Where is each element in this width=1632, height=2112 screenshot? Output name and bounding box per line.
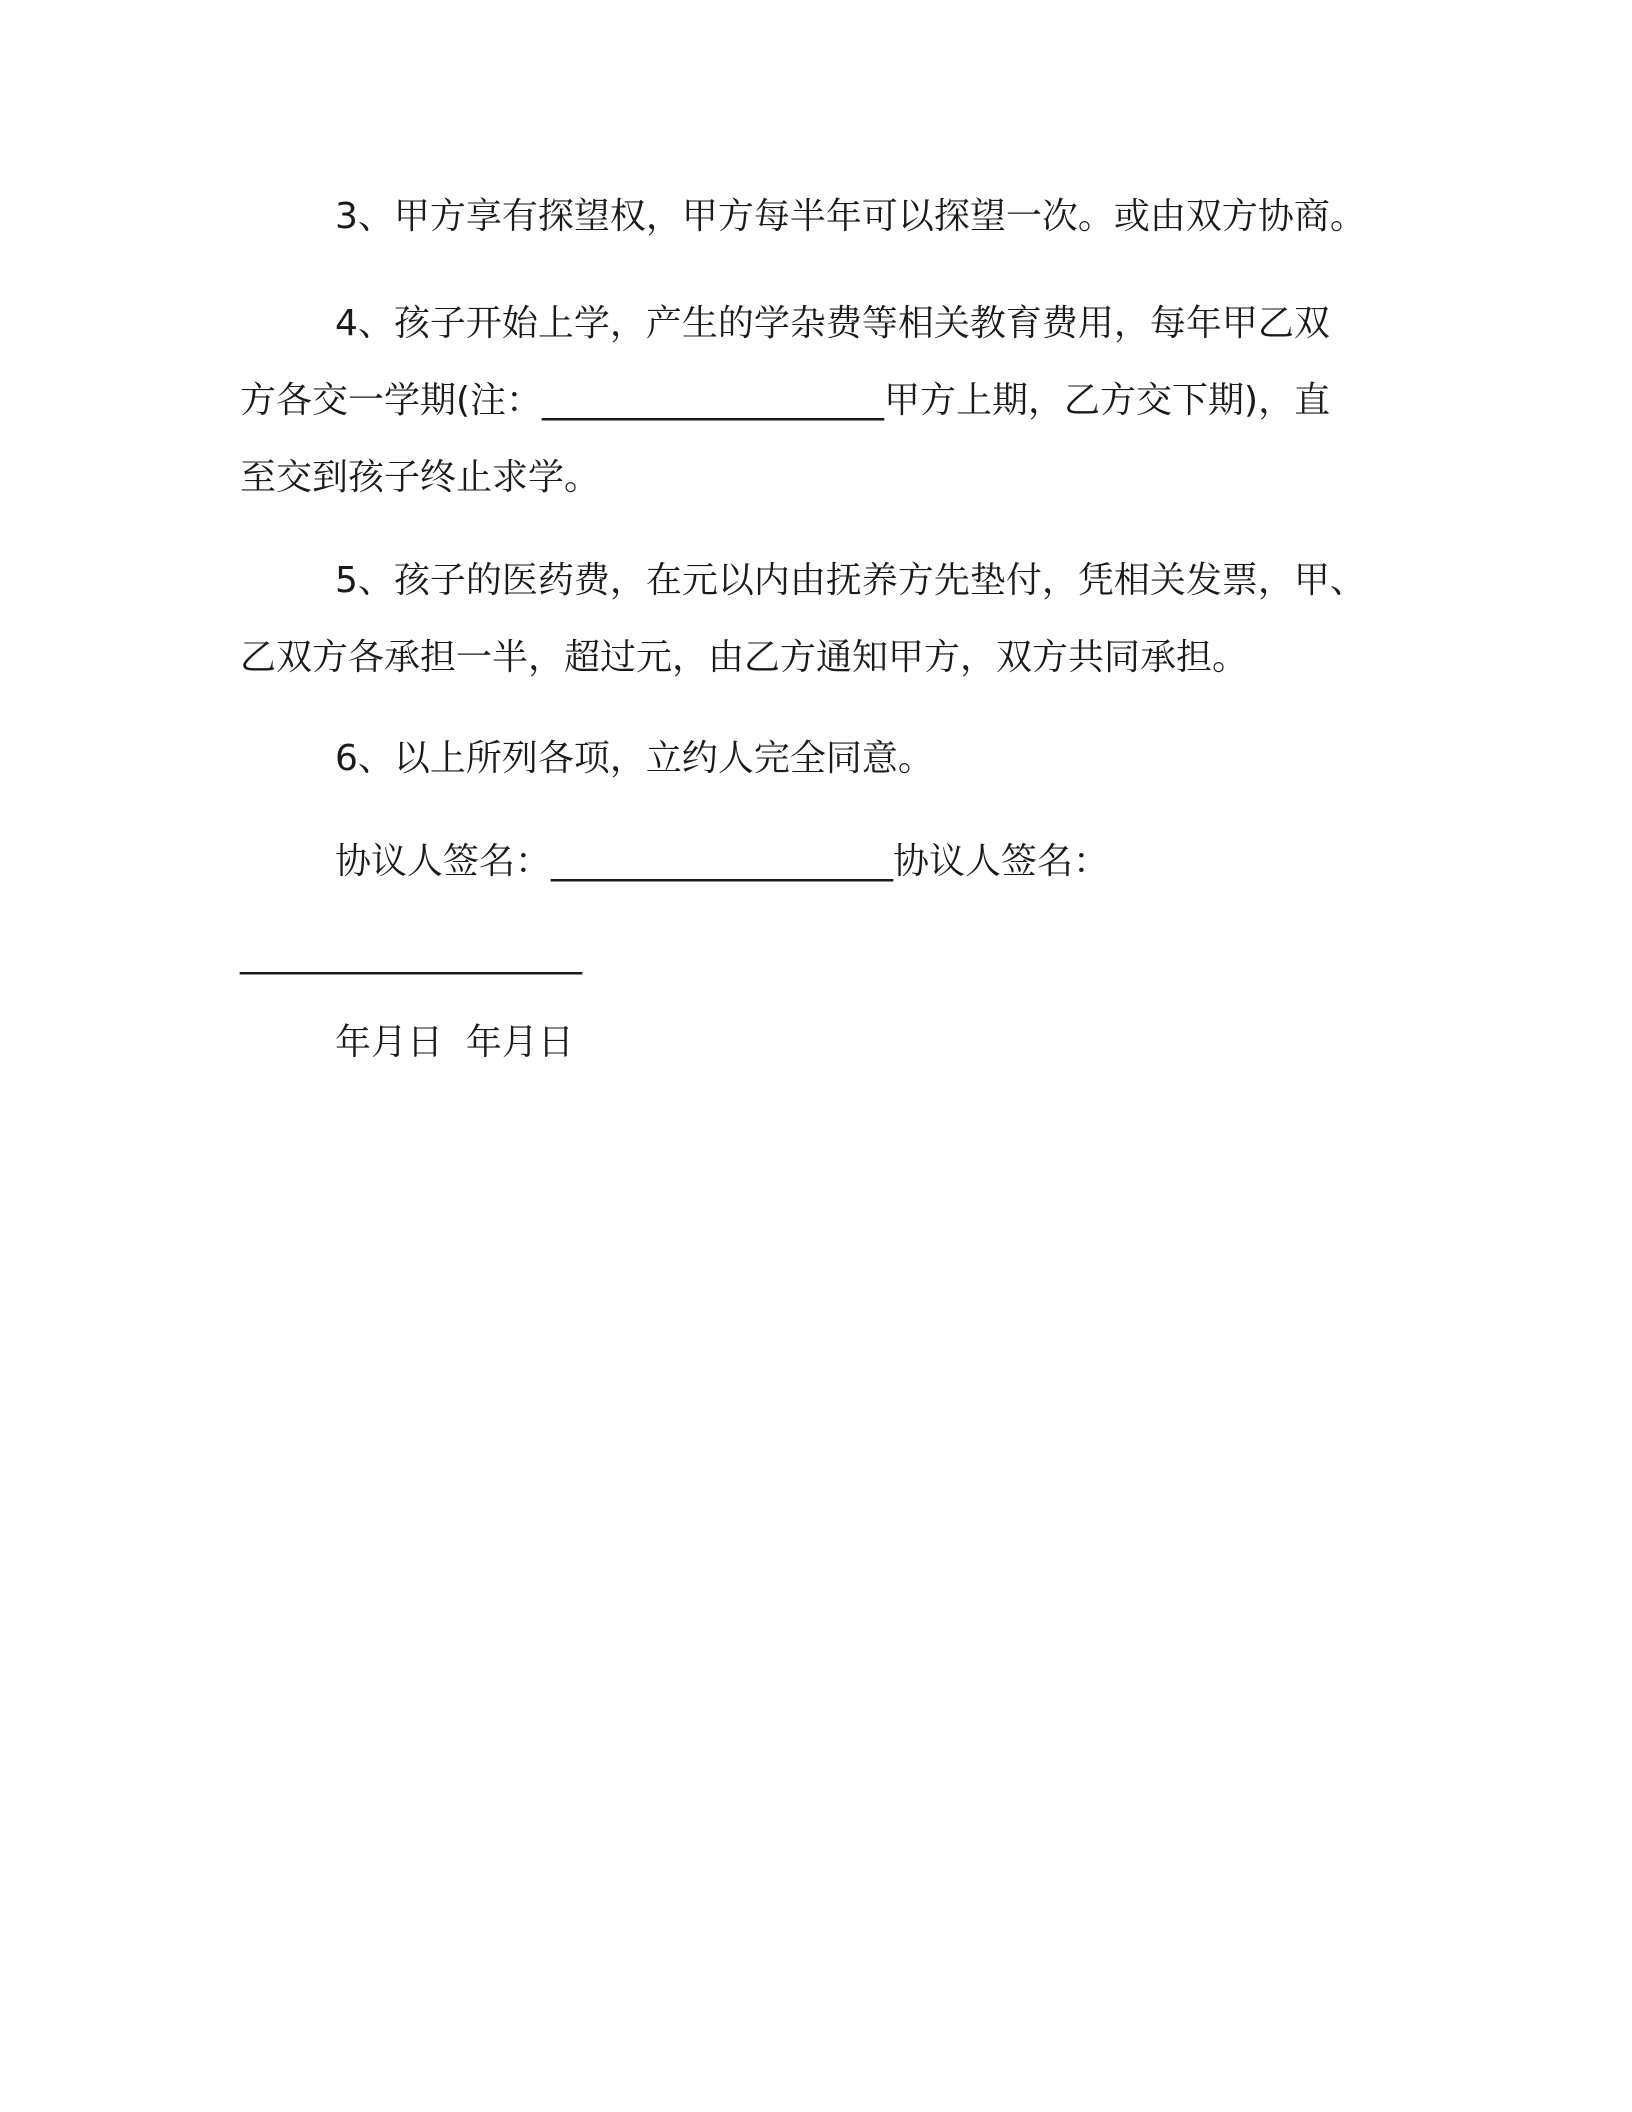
clause-5-line-1: 5、孩子的医药费，在元以内由抚养方先垫付，凭相关发票，甲、 bbox=[335, 560, 1366, 601]
clause-3-line-1: 3、甲方享有探望权，甲方每半年可以探望一次。或由双方协商。 bbox=[335, 196, 1366, 237]
clause-4-line-2: 方各交一学期(注：___________________甲方上期，乙方交下期)，直 bbox=[240, 380, 1331, 421]
clause-3 bbox=[240, 178, 1390, 255]
clause-4-line-3: 至交到孩子终止求学。 bbox=[240, 457, 601, 498]
signature-line-1: 协议人签名：___________________协议人签名： bbox=[335, 841, 1110, 882]
clause-5-line-2: 乙双方各承担一半，超过元，由乙方通知甲方，双方共同承担。 bbox=[240, 637, 1249, 678]
signature-line-2: ___________________ bbox=[240, 934, 582, 975]
clause-6-line-1: 6、以上所列各项，立约人完全同意。 bbox=[335, 738, 934, 779]
date-block bbox=[240, 1004, 1390, 1081]
date-line: 年月日 年月日 bbox=[335, 1022, 574, 1063]
clause-5 bbox=[240, 542, 1390, 696]
clause-6 bbox=[240, 720, 1390, 797]
clause-4 bbox=[240, 285, 1390, 516]
clause-4-line-1: 4、孩子开始上学，产生的学杂费等相关教育费用，每年甲乙双 bbox=[335, 303, 1330, 344]
signature-block bbox=[240, 823, 1390, 993]
